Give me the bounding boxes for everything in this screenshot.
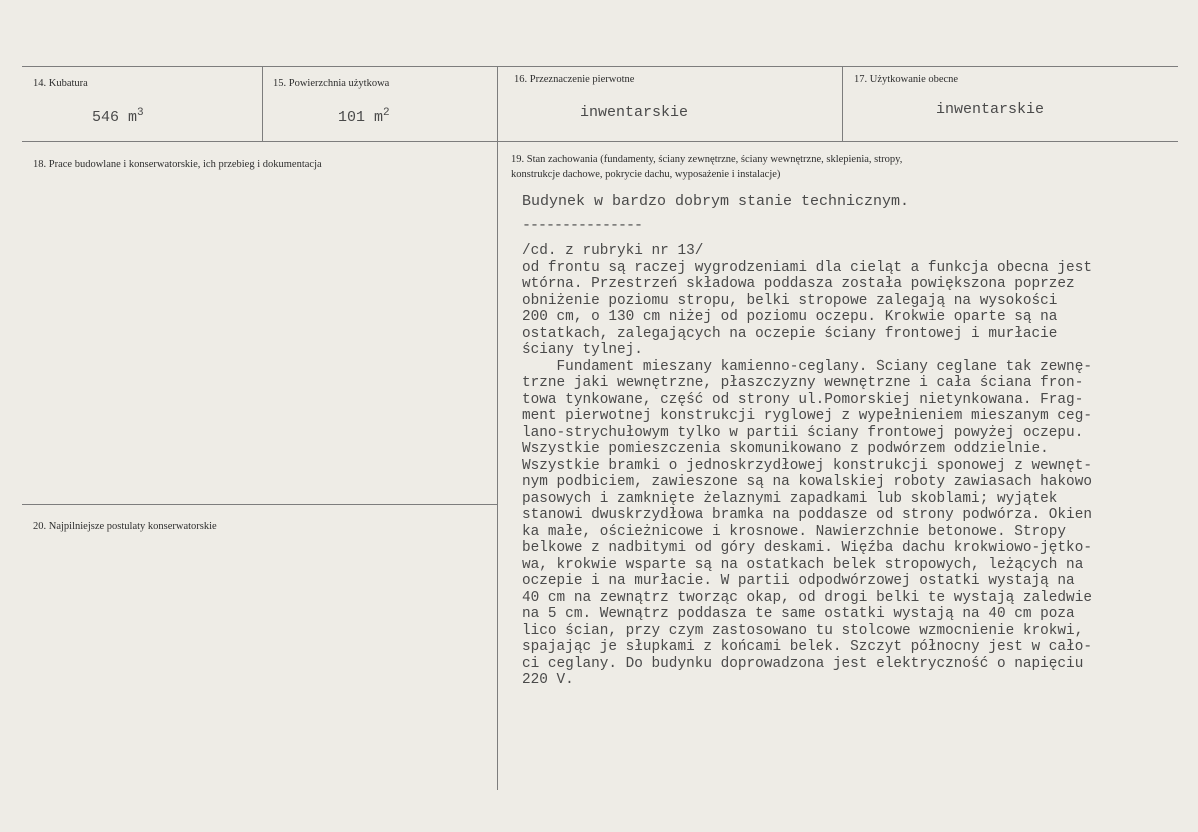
col-divider-1 bbox=[262, 66, 263, 142]
body-line: 200 cm, o 130 cm niżej od poziomu oczepu. Krokwie oparte są na bbox=[522, 309, 1058, 325]
top-rule bbox=[22, 66, 1178, 67]
body-line: oczepie i na murłacie. W partii odpodwórzowej ostatki wystają na bbox=[522, 573, 1075, 589]
body-line: ściany tylnej. bbox=[522, 342, 643, 358]
body-line: /cd. z rubryki nr 13/ bbox=[522, 243, 704, 259]
field-16-label: 16. Przeznaczenie pierwotne bbox=[514, 74, 635, 85]
field-18-label: 18. Prace budowlane i konserwatorskie, ich przebieg i dokumentacja bbox=[33, 159, 322, 170]
field-19-body-text bbox=[522, 243, 1192, 689]
field-20-label: 20. Najpilniejsze postulaty konserwatorskie bbox=[33, 521, 217, 532]
field-14-value: 546 $m^3$ bbox=[92, 107, 144, 126]
row1-bottom-rule bbox=[22, 141, 1178, 142]
body-line: lano-strychułowym tylko w partii ściany frontowej powyżej oczepu. bbox=[522, 424, 1084, 441]
field-16-value: inwentarskie bbox=[580, 104, 689, 121]
body-line: ka małe, ościeżnicowe i krosnowe. Nawierzchnie betonowe. Stropy bbox=[522, 523, 1067, 540]
body-line: 220 V. bbox=[522, 672, 574, 688]
field-19-summary: Budynek w bardzo dobrym stanie technicznym. bbox=[522, 193, 910, 210]
body-line: Fundament mieszany kamienno-ceglany. Ściany ceglane tak zewnę- bbox=[522, 358, 1092, 375]
body-line: belkowe z nadbitymi od góry deskami. Więźba dachu krokwiowo-jętko- bbox=[522, 540, 1092, 556]
body-line: Wszystkie pomieszczenia skomunikowano z podwórzem oddzielnie. bbox=[522, 441, 1049, 457]
field-19-label-line-1: 19. Stan zachowania (fundamenty, ściany zewnętrzne, ściany wewnętrzne, sklepienia, stropy, bbox=[511, 154, 903, 165]
left-column-divider-rule bbox=[22, 504, 498, 505]
col-divider-3 bbox=[842, 66, 843, 142]
body-line: lico ścian, przy czym zastosowano tu stolcowe wzmocnienie krokwi, bbox=[522, 622, 1084, 639]
field-19-label-line-2: konstrukcje dachowe, pokrycie dachu, wyposażenie i instalacje) bbox=[511, 169, 781, 180]
field-15-label: 15. Powierzchnia użytkowa bbox=[273, 78, 390, 89]
body-line: na 5 cm. Wewnątrz poddasza te same ostatki wystają na 40 cm poza bbox=[522, 606, 1075, 622]
body-line: od frontu są raczej wygrodzeniami dla cieląt a funkcja obecna jest bbox=[522, 259, 1092, 276]
body-line: nym podbiciem, zawieszone są na kowalskiej roboty zawiasach hakowo bbox=[522, 474, 1092, 490]
field-17-value: inwentarskie bbox=[936, 101, 1045, 118]
body-line: trzne jaki wewnętrzne, płaszczyzny wewnętrzne i cała ściana fron- bbox=[522, 375, 1084, 391]
field-15-value: 101 $m^2$ bbox=[338, 107, 390, 126]
field-17-label: 17. Użytkowanie obecne bbox=[854, 74, 959, 85]
body-line: ment pierwotnej konstrukcji ryglowej z wypełnieniem mieszanym ceg- bbox=[522, 408, 1092, 424]
col-divider-2 bbox=[497, 66, 498, 790]
field-14-label: 14. Kubatura bbox=[33, 78, 88, 89]
body-line: ostatkach, zalegających na oczepie ściany frontowej i murłacie bbox=[522, 325, 1058, 342]
body-line: ci ceglany. Do budynku doprowadzona jest elektryczność o napięciu bbox=[522, 655, 1084, 672]
body-line: Wszystkie bramki o jednoskrzydłowej konstrukcji sponowej z wewnęt- bbox=[522, 457, 1092, 474]
body-line: pasowych i zamknięte żelaznymi zapadkami lub skoblami; wyjątek bbox=[522, 490, 1058, 507]
body-line: spajając je słupkami z końcami belek. Szczyt północny jest w cało- bbox=[522, 639, 1092, 655]
body-line: obniżenie poziomu stropu, belki stropowe zalegają na wysokości bbox=[522, 292, 1058, 309]
body-line: wa, krokwie wsparte są na ostatkach belek stropowych, leżących na bbox=[522, 556, 1084, 573]
body-line: towa tynkowane, część od strony ul.Pomorskiej nietynkowana. Frag- bbox=[522, 391, 1084, 408]
body-line: 40 cm na zewnątrz tworząc okap, od drogi belki te wystają zaledwie bbox=[522, 589, 1092, 606]
field-19-separator: --------------- bbox=[522, 217, 643, 234]
body-line: stanowi dwuskrzydłowa bramka na poddasze od strony podwórza. Okien bbox=[522, 507, 1092, 523]
body-line: wtórna. Przestrzeń składowa poddasza została powiększona poprzez bbox=[522, 276, 1075, 292]
